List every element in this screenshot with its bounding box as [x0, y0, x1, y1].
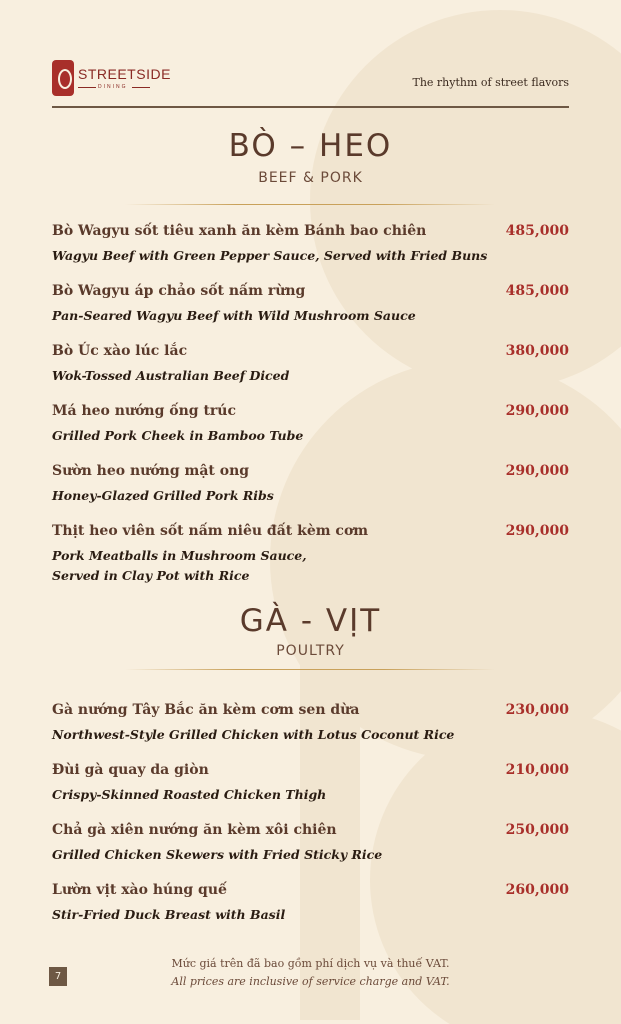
streetside-logo-icon[interactable] — [52, 60, 192, 100]
item-price: 485,000 — [505, 223, 569, 239]
logo-mark — [52, 60, 74, 96]
item-name-vn: Thịt heo viên sốt nấm niêu đất kèm cơm — [52, 523, 369, 539]
item-name-en: Crispy-Skinned Roasted Chicken Thigh — [52, 787, 327, 802]
menu-item — [52, 223, 569, 266]
header — [52, 58, 569, 108]
item-name-en: Honey-Glazed Grilled Pork Ribs — [52, 488, 274, 503]
logo-rule — [132, 87, 150, 88]
section-subtitle: BEEF & PORK — [258, 170, 363, 186]
item-price: 260,000 — [505, 882, 569, 898]
menu-item — [52, 702, 569, 745]
item-price: 290,000 — [505, 463, 569, 479]
item-name-en: Wok-Tossed Australian Beef Diced — [52, 368, 290, 383]
item-price: 210,000 — [505, 762, 569, 778]
section-divider — [125, 669, 495, 670]
item-name-vn: Lườn vịt xào húng quế — [52, 882, 227, 898]
menu-item — [52, 523, 569, 586]
item-price: 485,000 — [505, 283, 569, 299]
item-name-en: Pork Meatballs in Mushroom Sauce, Served in Clay Pot with Rice — [52, 548, 307, 583]
header-divider — [52, 106, 569, 108]
item-price: 250,000 — [505, 822, 569, 838]
footer-note-en: All prices are inclusive of service charge and VAT. — [171, 975, 450, 988]
item-name-en: Wagyu Beef with Green Pepper Sauce, Served with Fried Buns — [52, 248, 488, 263]
item-name-vn: Bò Wagyu áp chảo sốt nấm rừng — [52, 283, 306, 299]
section-divider — [125, 204, 495, 205]
menu-item — [52, 403, 569, 446]
item-price: 380,000 — [505, 343, 569, 359]
item-name-vn: Đùi gà quay da giòn — [52, 762, 209, 778]
item-name-vn: Gà nướng Tây Bắc ăn kèm cơm sen dừa — [52, 702, 360, 718]
item-price: 290,000 — [505, 523, 569, 539]
item-name-vn: Má heo nướng ống trúc — [52, 403, 237, 419]
item-name-vn: Bò Wagyu sốt tiêu xanh ăn kèm Bánh bao chiên — [52, 223, 427, 239]
menu-item — [52, 882, 569, 925]
section-title: GÀ - VỊT — [239, 603, 382, 639]
menu-item — [52, 283, 569, 326]
menu-item — [52, 822, 569, 865]
item-name-en: Northwest-Style Grilled Chicken with Lotus Coconut Rice — [52, 727, 455, 742]
item-price: 290,000 — [505, 403, 569, 419]
item-name-en: Pan-Seared Wagyu Beef with Wild Mushroom Sauce — [52, 308, 416, 323]
logo-rule — [78, 87, 96, 88]
section-subtitle: POULTRY — [276, 643, 345, 659]
item-name-en: Grilled Pork Cheek in Bamboo Tube — [52, 428, 304, 443]
menu-item — [52, 463, 569, 506]
item-name-en: Grilled Chicken Skewers with Fried Sticky Rice — [52, 847, 383, 862]
item-name-vn: Sườn heo nướng mật ong — [52, 463, 250, 479]
item-name-en: Stir-Fried Duck Breast with Basil — [52, 907, 286, 922]
tagline: The rhythm of street flavors — [412, 76, 569, 89]
item-name-vn: Bò Úc xào lúc lắc — [52, 343, 188, 359]
brand-name: STREETSIDE — [78, 66, 171, 82]
brand-sub: DINING — [98, 84, 128, 90]
footer-note-vn: Mức giá trên đã bao gồm phí dịch vụ và thuế VAT. — [171, 957, 450, 970]
page-number: 7 — [49, 967, 67, 986]
menu-item — [52, 762, 569, 805]
menu-item — [52, 343, 569, 386]
item-name-vn: Chả gà xiên nướng ăn kèm xôi chiên — [52, 822, 337, 838]
section-title: BÒ – HEO — [228, 128, 393, 164]
item-price: 230,000 — [505, 702, 569, 718]
